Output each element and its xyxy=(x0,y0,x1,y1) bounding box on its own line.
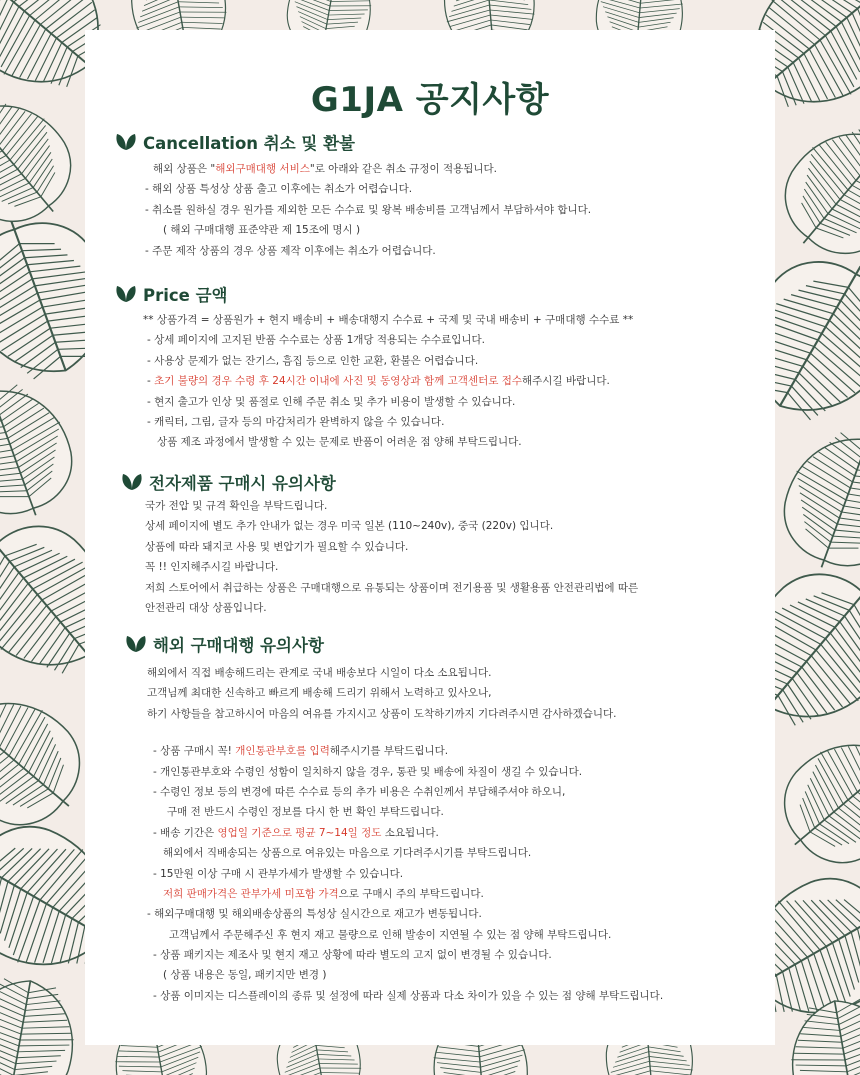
notice-line xyxy=(147,884,663,904)
line-text: 안전관리 대상 상품입니다. xyxy=(145,601,267,614)
notice-line xyxy=(147,904,663,924)
line-text: 국가 전압 및 규격 확인을 부탁드립니다. xyxy=(145,500,328,512)
line-text: ( 해외 구매대행 표준약관 제 15조에 명시 ) xyxy=(163,224,361,237)
section-heading-overseas xyxy=(125,632,324,656)
line-text: - 취소를 원하실 경우 원가를 제외한 모든 수수료 및 왕복 배송비를 고객님께서 부담하셔야 합니다. xyxy=(145,203,592,216)
notice-line xyxy=(147,925,663,945)
highlight-text: 개인통관부호를 입력 xyxy=(235,745,330,758)
line-text: 소요됩니다. xyxy=(381,826,439,839)
section-heading-price xyxy=(115,282,227,306)
notice-line xyxy=(143,220,591,240)
section-body-price xyxy=(143,310,633,453)
line-text: 으로 구매시 주의 부탁드립니다. xyxy=(338,887,484,900)
highlight-text: 저희 판매가격은 관부가세 미포함 가격 xyxy=(163,887,339,900)
notice-panel xyxy=(85,30,775,1045)
line-text: - 사용상 문제가 없는 잔기스, 흠집 등으로 인한 교환, 환불은 어렵습니다. xyxy=(147,354,479,367)
line-text: - 상세 페이지에 고지된 반품 수수료는 상품 1개당 적용되는 수수료입니다. xyxy=(147,334,485,347)
page-title: G1JA 공지사항 xyxy=(310,80,550,120)
line-text: 해외에서 직배송되는 상품으로 여유있는 마음으로 기다려주시기를 부탁드립니다. xyxy=(163,847,532,860)
line-text: 저희 스토어에서 취급하는 상품은 구매대행으로 유통되는 상품이며 전기용품 및 생활용품 안전관리법에 따른 xyxy=(145,581,639,594)
leaf-icon xyxy=(121,472,143,492)
notice-line xyxy=(147,864,663,884)
notice-line xyxy=(147,663,663,683)
section-body-cancellation xyxy=(143,159,591,261)
notice-line xyxy=(143,351,633,371)
line-text: - 상품 패키지는 제조사 및 현지 재고 상황에 따라 별도의 고지 없이 변경될 수 있습니다. xyxy=(153,949,552,962)
notice-line xyxy=(145,496,638,516)
line-text: - 수령인 정보 등의 변경에 따른 수수료 등의 추가 비용은 수취인께서 부담해주셔야 하오니, xyxy=(153,785,566,798)
notice-line xyxy=(145,578,638,598)
notice-line xyxy=(143,159,591,179)
notice-line xyxy=(147,843,663,863)
line-text: ( 상품 내용은 동일, 패키지만 변경 ) xyxy=(163,969,327,982)
line-text: 해주시길 바랍니다. xyxy=(522,375,610,388)
notice-line xyxy=(147,782,663,802)
line-text: - xyxy=(147,375,155,388)
line-text: 구매 전 반드시 수령인 정보를 다시 한 번 확인 부탁드립니다. xyxy=(167,806,444,819)
notice-line xyxy=(147,823,663,843)
notice-line xyxy=(145,516,638,536)
highlight-text: 초기 불량의 경우 수령 후 24시간 이내에 사진 및 동영상과 함께 고객센터로 접수 xyxy=(154,375,522,388)
notice-line xyxy=(147,986,663,1006)
section-body-overseas xyxy=(147,663,663,1006)
notice-line xyxy=(143,179,591,199)
line-text: - 상품 이미지는 디스플레이의 종류 및 설정에 따라 실제 상품과 다소 차이가 있을 수 있는 점 양해 부탁드립니다. xyxy=(153,989,664,1002)
section-body-electronics xyxy=(145,496,638,618)
leaf-icon xyxy=(115,132,137,152)
line-text: 해외에서 직접 배송해드리는 관계로 국내 배송보다 시일이 다소 소요됩니다. xyxy=(147,667,492,679)
section-heading-text: 해외 구매대행 유의사항 xyxy=(153,636,324,655)
monstera-leaf-icon xyxy=(0,972,83,1075)
line-text: - 15만원 이상 구매 시 관부가세가 발생할 수 있습니다. xyxy=(153,867,404,880)
line-text: 상품 제조 과정에서 발생할 수 있는 문제로 반품이 어려운 점 양해 부탁드립니다. xyxy=(157,436,522,449)
line-text: - 개인통관부호와 수령인 성함이 일치하지 않을 경우, 통관 및 배송에 차질이 생길 수 있습니다. xyxy=(153,765,583,778)
line-text: - 현지 출고가 인상 및 품절로 인해 주문 취소 및 추가 비용이 발생할 수 있습니다. xyxy=(147,395,516,408)
notice-line xyxy=(145,537,638,557)
line-text: 고객님께 최대한 신속하고 빠르게 배송해 드리기 위해서 노력하고 있사오나, xyxy=(147,687,492,700)
notice-line xyxy=(143,392,633,412)
notice-line xyxy=(143,330,633,350)
notice-line xyxy=(143,432,633,452)
notice-line xyxy=(143,371,633,391)
monstera-leaf-icon xyxy=(0,80,94,246)
section-heading-text: Cancellation 취소 및 환불 xyxy=(143,134,355,153)
highlight-text: 해외구매대행 서비스 xyxy=(215,163,310,175)
line-text: "로 아래와 같은 취소 규정이 적용됩니다. xyxy=(309,163,498,175)
notice-line xyxy=(143,200,591,220)
line-text: ** 상품가격 = 상품원가 + 현지 배송비 + 배송대행지 수수료 + 국제 및 국내 배송비 + 구매대행 수수료 ** xyxy=(143,314,634,326)
notice-line xyxy=(143,310,633,330)
notice-line xyxy=(143,412,633,432)
line-text: 꼭 !! 인지해주시길 바랍니다. xyxy=(145,561,279,574)
notice-line xyxy=(147,802,663,822)
line-text: - 캐릭터, 그림, 글자 등의 마감처리가 완벽하지 않을 수 있습니다. xyxy=(147,415,445,428)
notice-line xyxy=(145,598,638,618)
notice-line xyxy=(147,704,663,724)
section-heading-cancellation xyxy=(115,130,355,154)
notice-line xyxy=(147,683,663,703)
line-text: - 주문 제작 상품의 경우 상품 제작 이후에는 취소가 어렵습니다. xyxy=(145,244,436,257)
line-text: 상품에 따라 돼지코 사용 및 변압기가 필요할 수 있습니다. xyxy=(145,540,409,553)
notice-line xyxy=(145,557,638,577)
line-text: - 해외 상품 특성상 상품 출고 이후에는 취소가 어렵습니다. xyxy=(145,183,413,196)
notice-line xyxy=(147,741,663,761)
line-text: 상세 페이지에 별도 추가 안내가 없는 경우 미국 일본 (110~240v), 중국 (220v) 입니다. xyxy=(145,520,554,533)
notice-line xyxy=(147,762,663,782)
monstera-leaf-icon xyxy=(768,420,860,587)
spacer xyxy=(147,724,663,741)
line-text: - 해외구매대행 및 해외배송상품의 특성상 실시간으로 재고가 변동됩니다. xyxy=(147,908,482,921)
monstera-leaf-icon xyxy=(0,373,88,534)
notice-line xyxy=(147,945,663,965)
section-heading-electronics xyxy=(121,470,336,494)
monstera-leaf-icon xyxy=(761,107,860,279)
line-text: - 배송 기간은 xyxy=(153,826,218,839)
highlight-text: 영업일 기준으로 평균 7~14일 정도 xyxy=(217,826,382,839)
notice-line xyxy=(143,241,591,261)
leaf-icon xyxy=(115,284,137,304)
line-text: 해주시기를 부탁드립니다. xyxy=(329,745,449,758)
section-heading-text: 전자제품 구매시 유의사항 xyxy=(149,474,336,493)
leaf-icon xyxy=(125,634,147,654)
line-text: 고객님께서 주문해주신 후 현지 재고 물량으로 인해 발송이 지연될 수 있는 점 양해 부탁드립니다. xyxy=(169,928,612,941)
notice-line xyxy=(147,965,663,985)
line-text: 하기 사항들을 참고하시어 마음의 여유를 가지시고 상품이 도착하기까지 기다려주시면 감사하겠습니다. xyxy=(147,707,617,720)
section-heading-text: Price 금액 xyxy=(143,286,228,305)
line-text: 해외 상품은 " xyxy=(153,163,216,175)
line-text: - 상품 구매시 꼭! xyxy=(153,745,236,758)
